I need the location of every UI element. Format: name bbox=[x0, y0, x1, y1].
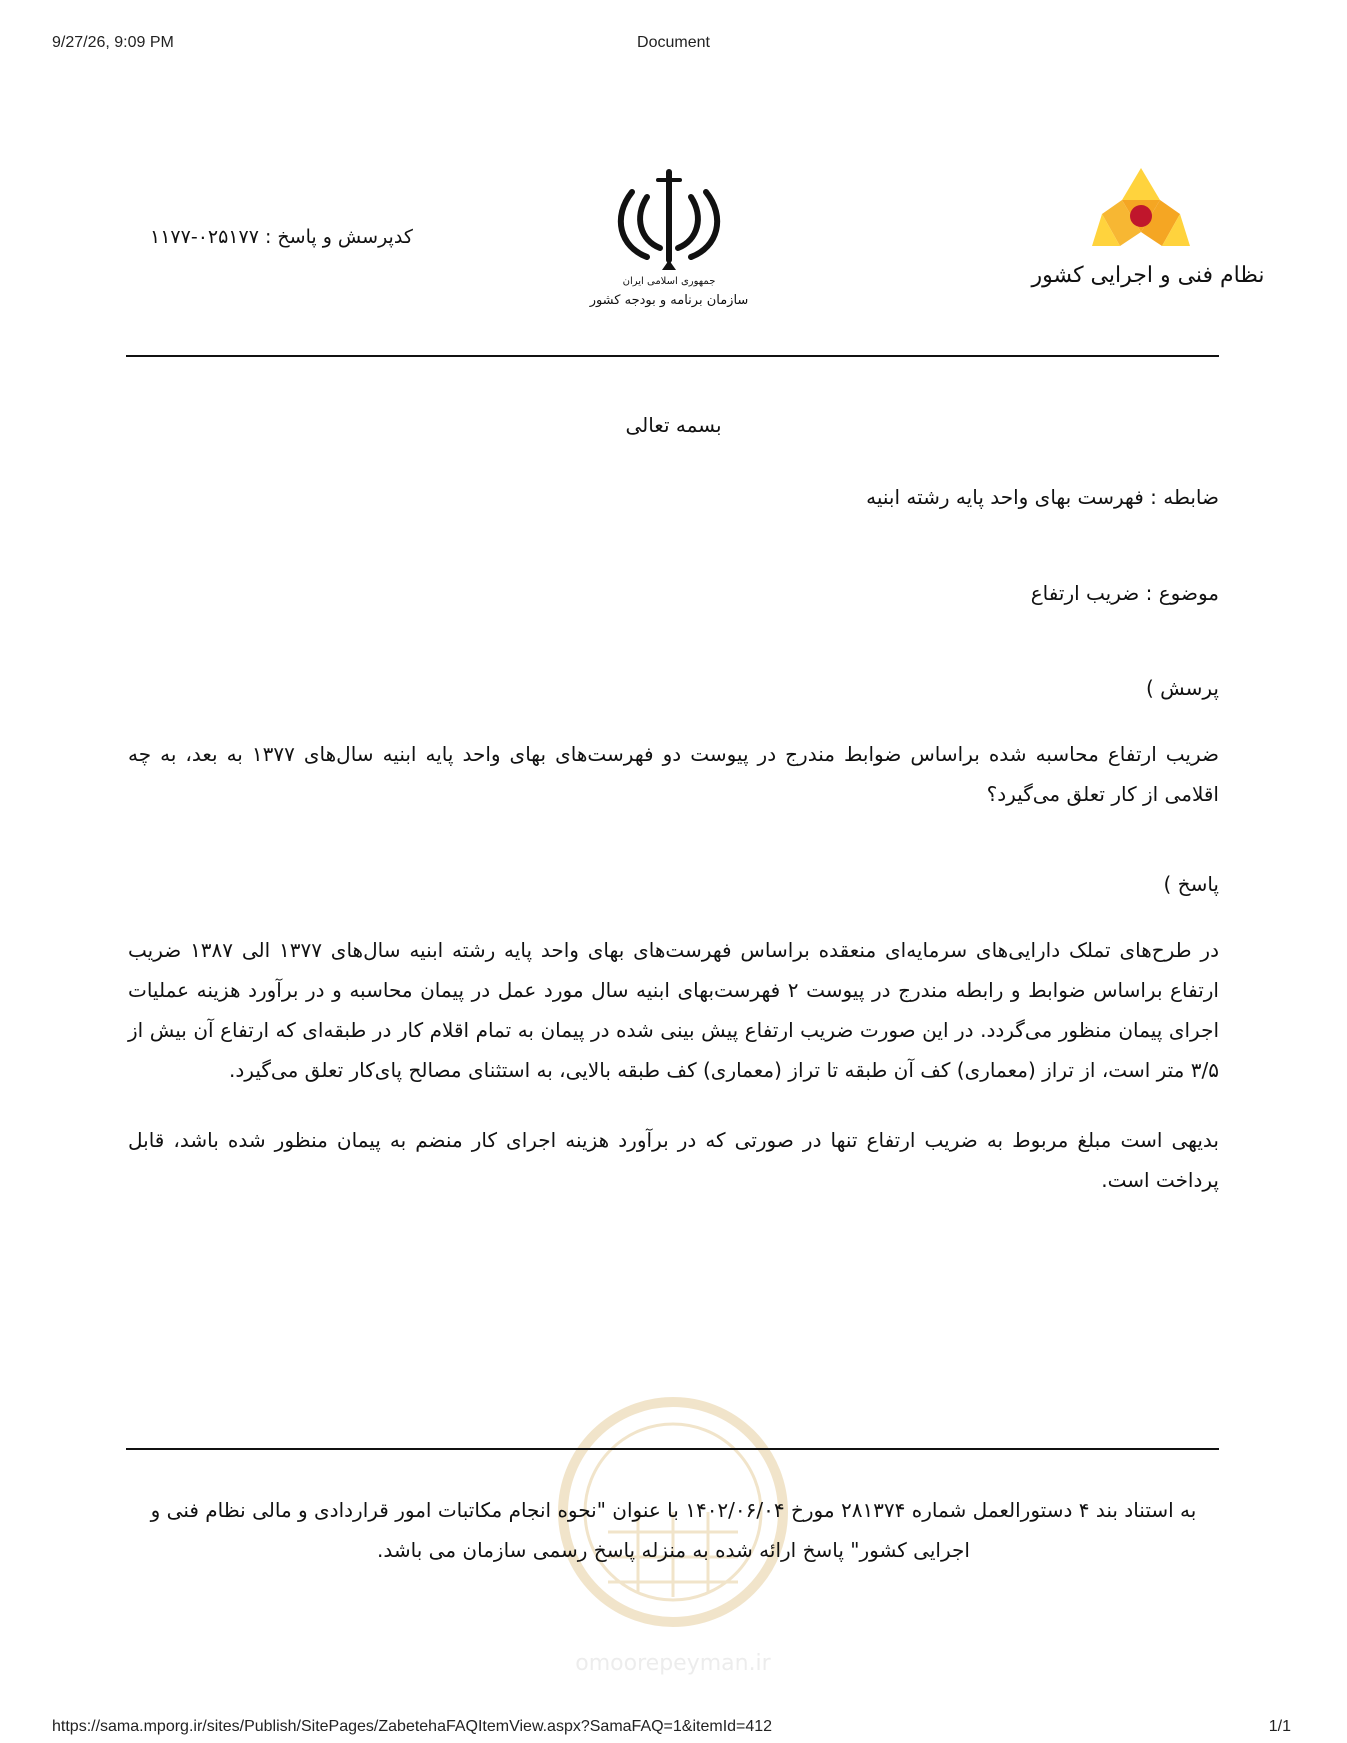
tech-logo-text: نظام فنی و اجرایی کشور bbox=[1031, 263, 1265, 288]
technical-system-logo bbox=[1031, 164, 1265, 302]
print-date: 9/27/26, 9:09 PM bbox=[52, 34, 174, 51]
gov-logo-line2: سازمان برنامه و بودجه کشور bbox=[589, 293, 749, 308]
code-label: کدپرسش و پاسخ : bbox=[264, 226, 413, 248]
print-page-number: 1/1 bbox=[1268, 1718, 1291, 1735]
subject-line: موضوع : ضریب ارتفاع bbox=[1030, 581, 1219, 605]
iran-emblem-logo bbox=[589, 162, 749, 312]
print-url: https://sama.mporg.ir/sites/Publish/SitePages/ZabetehaFAQItemView.aspx?SamaFAQ=1&itemId=412 bbox=[52, 1718, 773, 1735]
code-value: ۰۲۵۱۷۷-۱۱۷۷ bbox=[150, 226, 259, 248]
basmala: بسمه تعالی bbox=[625, 413, 722, 437]
footnote-text: به استناد بند ۴ دستورالعمل شماره ۲۸۱۳۷۴ مورخ ۱۴۰۲/۰۶/۰۴ با عنوان "نحوه انجام مکاتبات امور قراردادی و مالی نظام فنی و اجرایی کشور" پاسخ ارائه شده به منزله پاسخ رسمی سازمان می باشد. bbox=[150, 1498, 1197, 1562]
question-code bbox=[150, 226, 450, 248]
question-label: پرسش ) bbox=[1145, 676, 1219, 700]
footer-divider bbox=[126, 1448, 1219, 1450]
print-title: Document bbox=[637, 34, 710, 51]
gov-logo-line1: جمهوری اسلامی ایران bbox=[622, 276, 716, 287]
watermark-text: omoorepeyman.ir bbox=[575, 1651, 771, 1676]
header-divider bbox=[126, 355, 1219, 357]
question-text: ضریب ارتفاع محاسبه شده براساس ضوابط مندرج در پیوست دو فهرست‌های بهای واحد پایه ابنیه سال‌های ۱۳۷۷ به بعد، به چه اقلامی از کار تعلق می‌گیرد؟ bbox=[128, 742, 1219, 806]
answer-label: پاسخ ) bbox=[1163, 872, 1219, 896]
criterion-line: ضابطه : فهرست بهای واحد پایه رشته ابنیه bbox=[866, 485, 1219, 509]
answer-paragraph-1: در طرح‌های تملک دارایی‌های سرمایه‌ای منعقده براساس فهرست‌های بهای واحد پایه رشته ابنیه سال‌های ۱۳۷۷ الی ۱۳۸۷ ضریب ارتفاع براساس ضوابط و رابطه مندرج در پیوست ۲ فهرست‌بهای ابنیه سال مورد عمل در پیمان محاسبه و در برآورد هزینه عملیات اجرای پیمان منظور می‌گردد. در این صورت ضریب ارتفاع پیش بینی شده در پیمان به تمام اقلام کار در طبقه‌ای که ارتفاع آن بیش از ۳/۵ متر است، از تراز (معماری) کف آن طبقه تا تراز (معماری) کف طبقه بالایی، به استثنای مصالح پای‌کار تعلق می‌گیرد. bbox=[128, 938, 1219, 1082]
answer-paragraph-2: بدیهی است مبلغ مربوط به ضریب ارتفاع تنها در صورتی که در برآورد هزینه اجرای کار منضم به پیمان منظور شده باشد، قابل پرداخت است. bbox=[128, 1128, 1219, 1192]
